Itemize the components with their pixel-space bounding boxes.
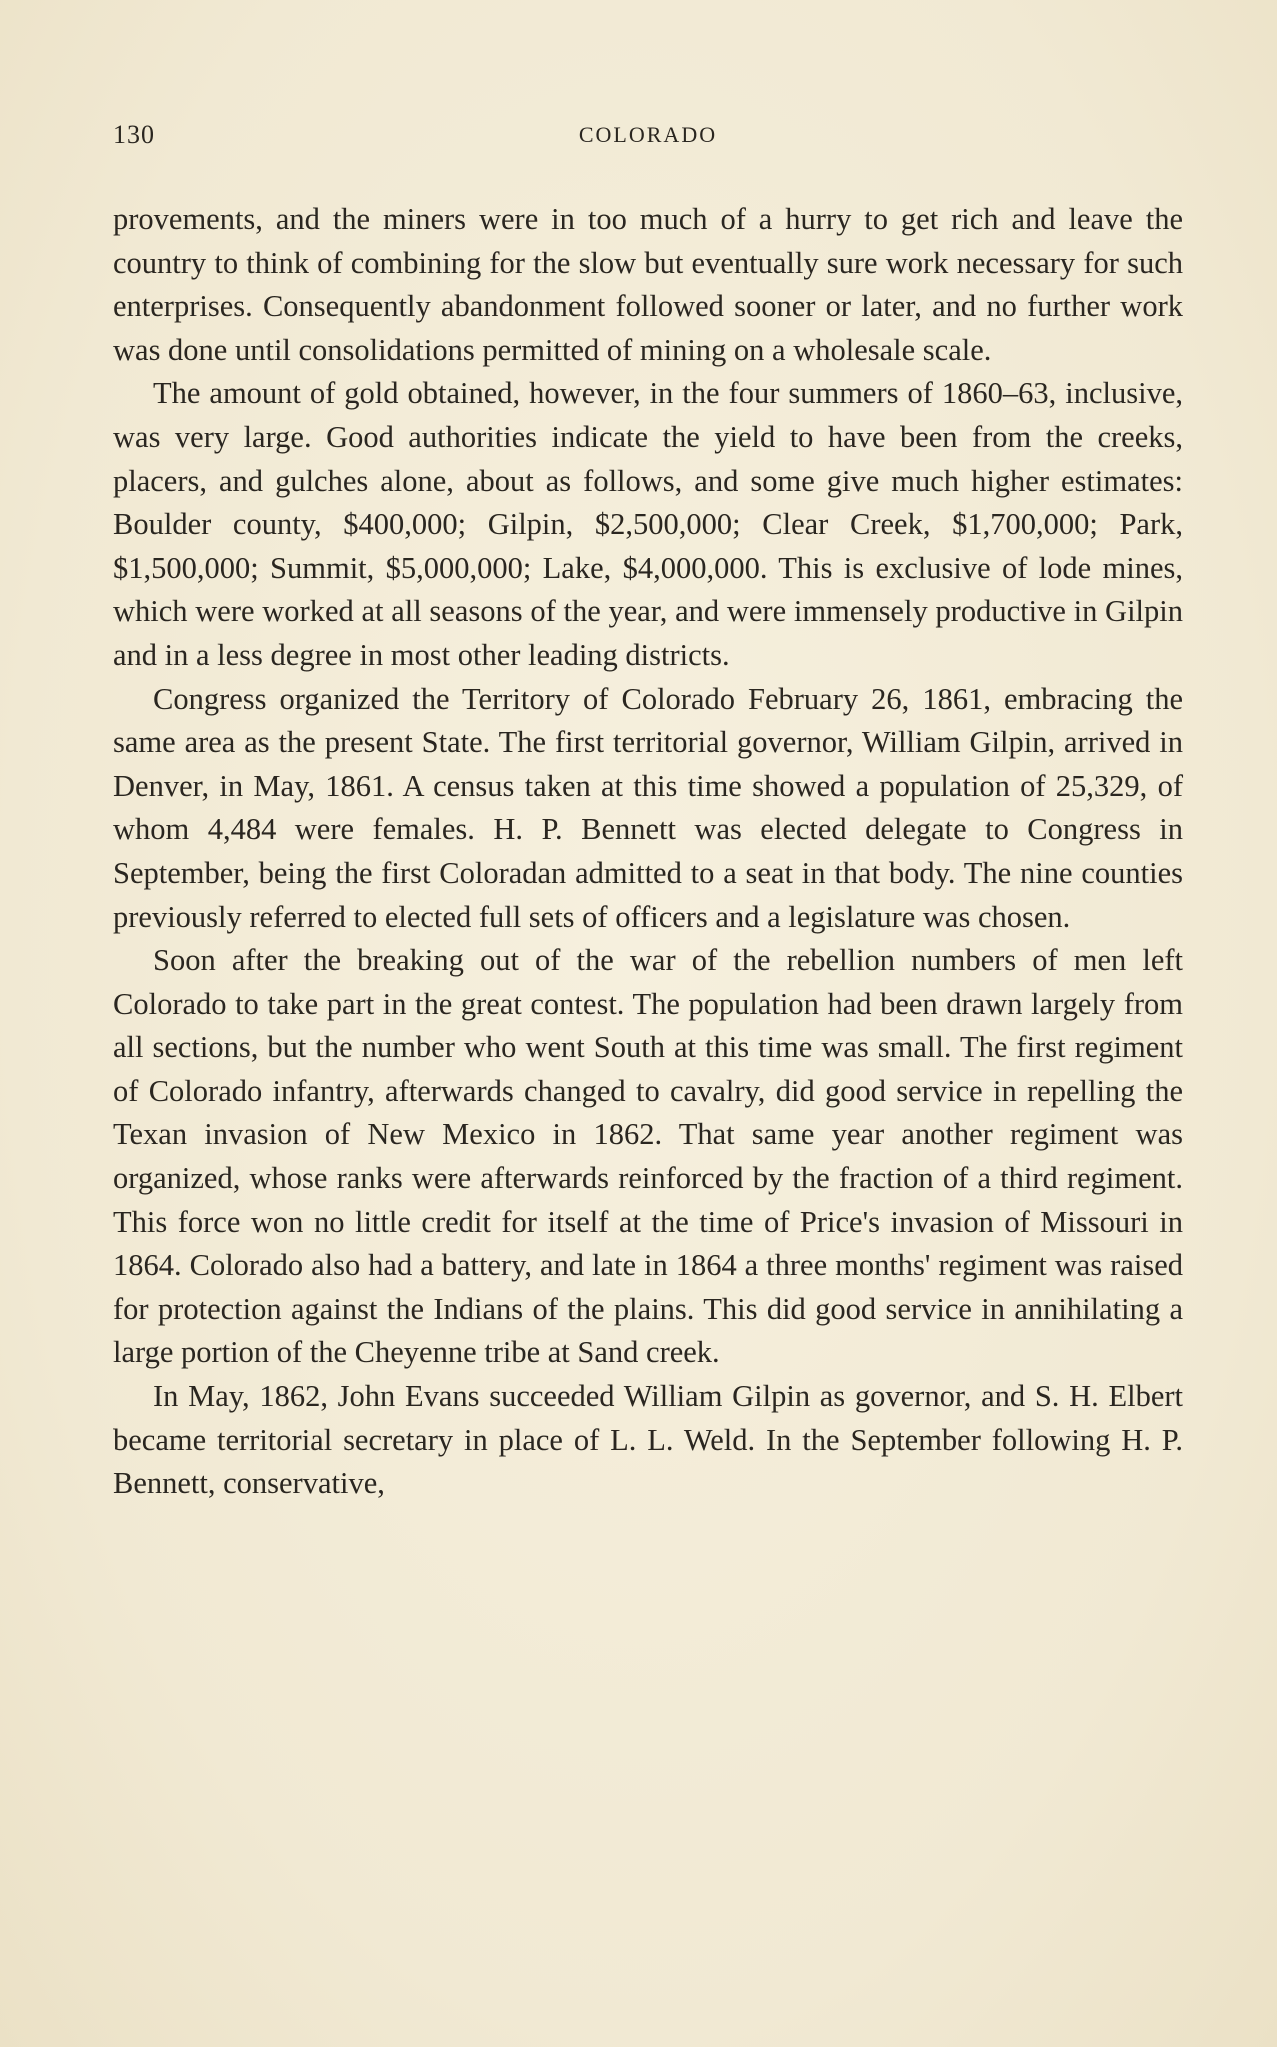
paragraph-2: The amount of gold obtained, however, in the four summers of 1860–63, inclusive, was very large. Good authorities indicate the yield to have been from the creeks, placers, and gulches alone, about as follows, and some give much higher estimates: Boulder county, $400,000; Gilpin, $2,500,000; Clear Creek, $1,700,000; Park, $1,500,000; Summit, $5,000,000; Lake, $4,000,000. This is exclusive of lode mines, which were worked at all seasons of the year, and were immensely productive in Gilpin and in a less degree in most other leading districts. [113, 376, 1183, 672]
running-head: COLORADO [578, 122, 718, 147]
body-text [113, 198, 1183, 1506]
page-header [113, 120, 1183, 160]
page-number: 130 [113, 120, 155, 149]
paragraph-1: provements, and the miners were in too much of a hurry to get rich and leave the country to think of combining for the slow but eventually sure work necessary for such enterprises. Consequently abandonment followed sooner or later, and no further work was done until consolidations permitted of mining on a wholesale scale. [113, 202, 1183, 367]
paragraph-4: Soon after the breaking out of the war of the rebellion numbers of men left Colorado to take part in the great contest. The population had been drawn largely from all sections, but the number who went South at this time was small. The first regiment of Colorado infantry, afterwards changed to cavalry, did good service in repelling the Texan invasion of New Mexico in 1862. That same year another regiment was organized, whose ranks were afterwards reinforced by the fraction of a third regiment. This force won no little credit for itself at the time of Price's invasion of Missouri in 1864. Colorado also had a battery, and late in 1864 a three months' regiment was raised for protection against the Indians of the plains. This did good service in annihilating a large portion of the Cheyenne tribe at Sand creek. [113, 943, 1183, 1370]
paragraph-5: In May, 1862, John Evans succeeded William Gilpin as governor, and S. H. Elbert became territorial secretary in place of L. L. Weld. In the September following H. P. Bennett, conservative, [113, 1379, 1183, 1501]
paragraph-3: Congress organized the Territory of Colorado February 26, 1861, embracing the same area as the present State. The first territorial governor, William Gilpin, arrived in Denver, in May, 1861. A census taken at this time showed a population of 25,329, of whom 4,484 were females. H. P. Bennett was elected delegate to Congress in September, being the first Coloradan admitted to a seat in that body. The nine counties previously referred to elected full sets of officers and a legislature was chosen. [113, 681, 1183, 934]
